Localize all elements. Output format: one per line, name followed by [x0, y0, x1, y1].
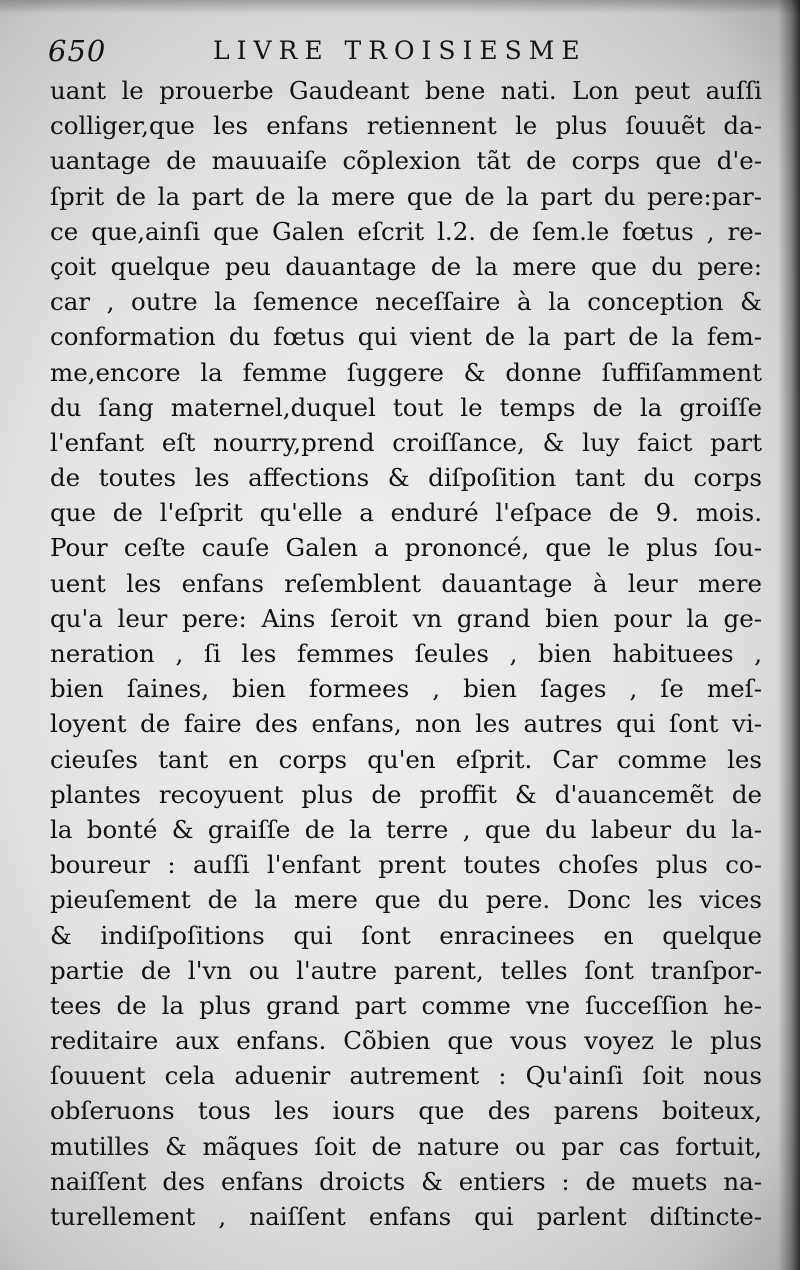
- text-line: turellement , naiſſent enfans qui parlent diſtincte-: [50, 1202, 762, 1231]
- text-line: loyent de faire des enfans, non les autres qui ſont vi-: [50, 709, 762, 739]
- text-line: uantage de mauuaiſe cõplexion tãt de corps que d'e-: [50, 146, 762, 176]
- text-line: colliger,que les enfans retiennent le plus ſouuẽt da-: [50, 111, 762, 141]
- body-text: [50, 73, 762, 1234]
- running-title: LIVRE TROISIESME: [213, 36, 587, 65]
- text-line: conformation du fœtus qui vient de la part de la fem-: [50, 322, 762, 352]
- text-line: bien ſaines, bien formees , bien ſages , ſe meſ-: [50, 674, 762, 704]
- text-line: reditaire aux enfans. Cõbien que vous voyez le plus: [50, 1026, 762, 1056]
- text-line: la bonté & graiſſe de la terre , que du labeur du la-: [50, 814, 762, 844]
- page-number: 650: [48, 34, 107, 68]
- page-shadow-gutter: [778, 0, 800, 1270]
- text-line: ſprit de la part de la mere que de la part du pere:par-: [50, 181, 762, 211]
- text-line: uent les enfans reſemblent dauantage à leur mere: [50, 568, 762, 598]
- text-line: partie de l'vn ou l'autre parent, telles ſont tranſpor-: [50, 955, 762, 985]
- text-line: de toutes les affections & diſpoſition tant du corps: [50, 463, 762, 493]
- text-line: que de l'eſprit qu'elle a enduré l'eſpace de 9. mois.: [50, 498, 762, 528]
- text-line: Pour ceſte cauſe Galen a prononcé, que le plus ſou-: [50, 533, 762, 563]
- text-line: naiſſent des enfans droicts & entiers : de muets na-: [50, 1166, 762, 1196]
- text-line: ſouuent cela aduenir autrement : Qu'ainſi ſoit nous: [50, 1061, 762, 1091]
- text-line: me,encore la femme ſuggere & donne ſuffiſamment: [50, 357, 762, 387]
- text-line: pieuſement de la mere que du pere. Donc les vices: [50, 885, 762, 915]
- text-line: mutilles & mãques ſoit de nature ou par cas fortuit,: [50, 1131, 762, 1161]
- text-line: neration , ſi les femmes ſeules , bien habituees ,: [50, 639, 762, 668]
- text-line: boureur : auſſi l'enfant prent toutes choſes plus co-: [50, 850, 762, 880]
- text-line: cieuſes tant en corps qu'en eſprit. Car comme les: [50, 744, 762, 774]
- text-line: obſeruons tous les iours que des parens boiteux,: [50, 1096, 762, 1126]
- running-head: [48, 34, 748, 74]
- text-line: çoit quelque peu dauantage de la mere que du pere:: [50, 251, 762, 281]
- text-line: l'enfant eſt nourry,prend croiſſance, & luy faict part: [50, 427, 762, 457]
- text-line: du ſang maternel,duquel tout le temps de la groiſſe: [50, 392, 762, 422]
- page-shadow-top: [0, 0, 800, 14]
- text-line: ce que,ainſi que Galen eſcrit l.2. de ſem.le fœtus , re-: [50, 216, 762, 246]
- text-line: plantes recoyuent plus de proffit & d'auancemẽt de: [50, 779, 762, 809]
- text-line: qu'a leur pere: Ains ſeroit vn grand bien pour la ge-: [50, 603, 762, 633]
- text-line: tees de la plus grand part comme vne ſucceſſion he-: [50, 990, 762, 1020]
- text-line: & indiſpoſitions qui ſont enracinees en quelque: [50, 920, 762, 950]
- text-line: car , outre la ſemence neceſſaire à la conception &: [50, 287, 762, 317]
- text-line: uant le prouerbe Gaudeant bene nati. Lon peut auſſi: [50, 76, 762, 105]
